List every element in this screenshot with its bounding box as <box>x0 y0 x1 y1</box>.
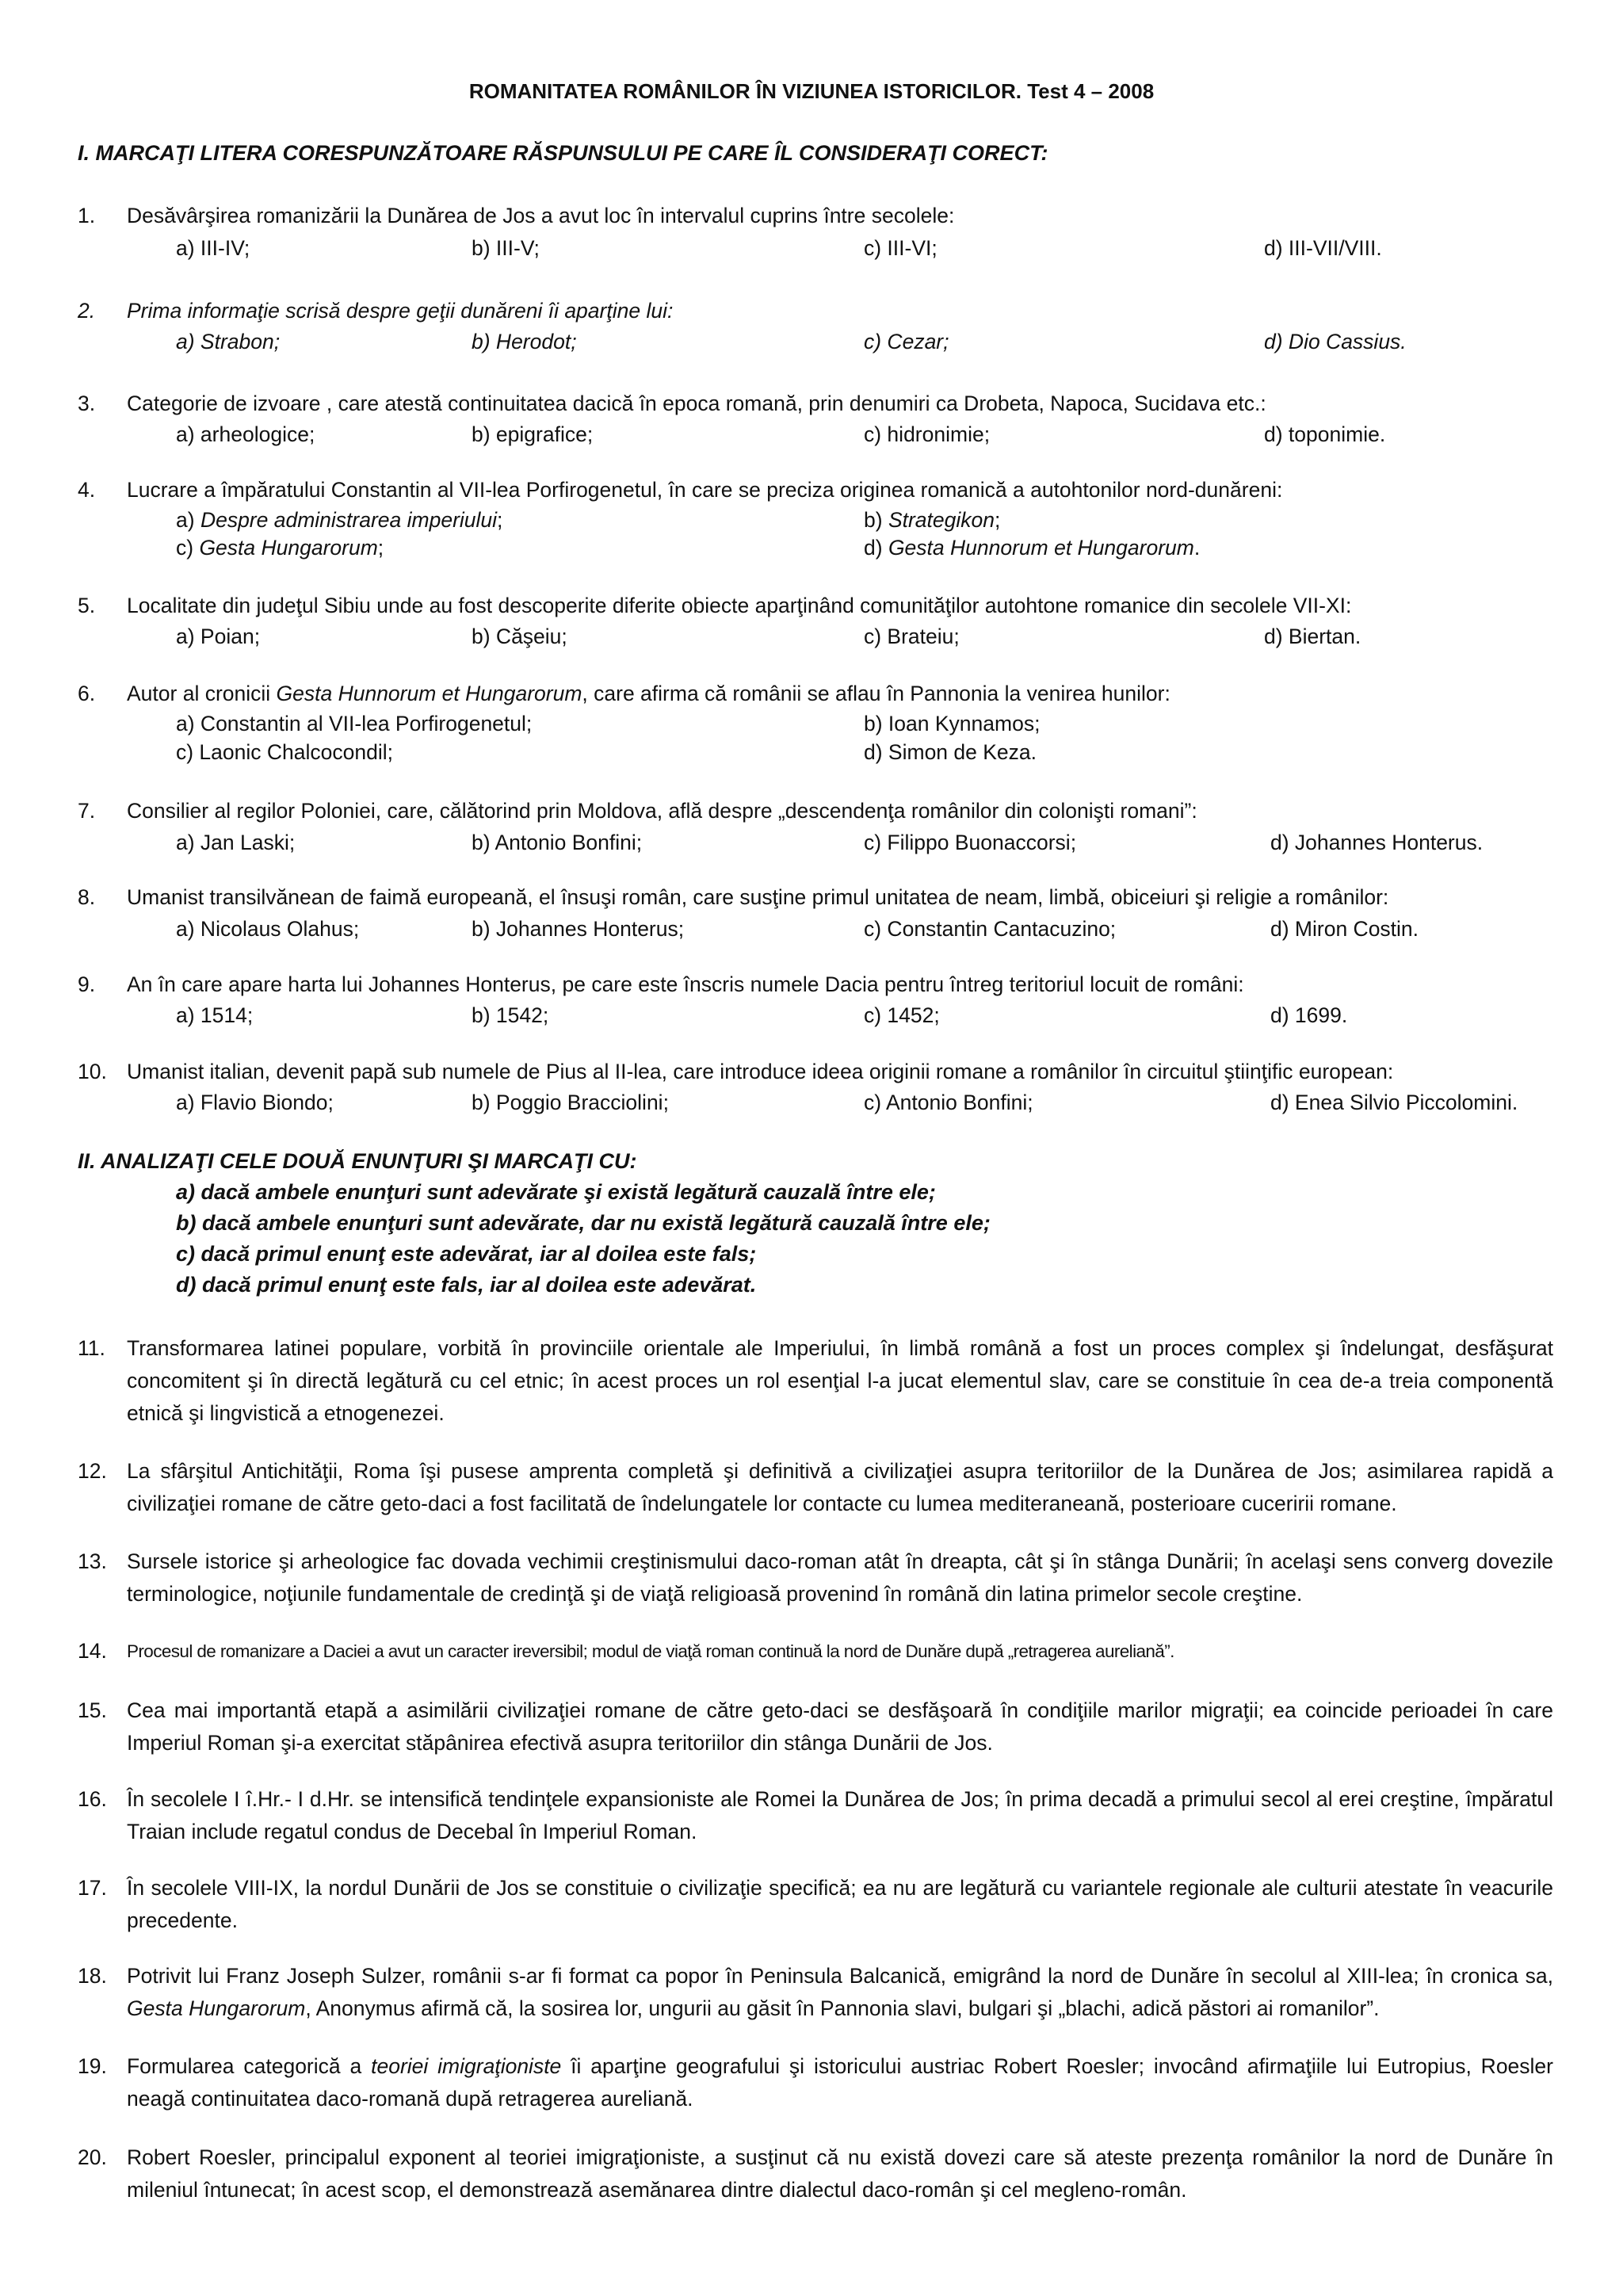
option-b[interactable]: b) Poggio Bracciolini; <box>472 1091 669 1114</box>
option-c[interactable]: c) Filippo Buonaccorsi; <box>864 831 1077 854</box>
question-stem: An în care apare harta lui Johannes Honterus, pe care este înscris numele Dacia pentru întreg teritoriul locuit de români: <box>127 972 1244 996</box>
statement-13[interactable] <box>78 1545 1553 1610</box>
option-c[interactable]: c) Antonio Bonfini; <box>864 1091 1033 1114</box>
option-a[interactable]: a) Flavio Biondo; <box>176 1091 334 1114</box>
statement-20[interactable] <box>78 2141 1553 2206</box>
statement-12[interactable] <box>78 1455 1553 1520</box>
question-number: 3. <box>78 392 96 415</box>
option-a[interactable]: a) Constantin al VII-lea Porfirogenetul; <box>176 712 533 735</box>
option-d[interactable]: d) toponimie. <box>1264 422 1386 446</box>
statement-number: 15. <box>78 1698 107 1722</box>
option-b[interactable]: b) III-V; <box>472 236 540 260</box>
statement-number: 11. <box>78 1336 105 1360</box>
statement-11[interactable] <box>78 1332 1553 1430</box>
option-d[interactable]: d) Johannes Honterus. <box>1270 831 1484 854</box>
option-d[interactable]: d) Miron Costin. <box>1270 917 1419 941</box>
answer-key-b: b) dacă ambele enunţuri sunt adevărate, dar nu există legătură cauzală între ele; <box>176 1211 991 1235</box>
option-d[interactable]: d) Simon de Keza. <box>864 740 1037 764</box>
statement-number: 16. <box>78 1787 107 1811</box>
statement-text: Potrivit lui Franz Joseph Sulzer, românii s-ar fi format ca popor în Peninsula Balcanică, emigrând la nord de Dunăre în secolul al XIII-lea; în cronica sa, Gesta Hungarorum, Anonymus afirmă că, la sosirea lor, ungurii au găsit în Pannonia slavi, bulgari şi „blachi, adică păstori ai romanilor”. <box>127 1964 1553 2020</box>
statement-number: 13. <box>78 1549 107 1573</box>
statement-text: Formularea categorică a teoriei imigraţioniste îi aparţine geografului şi istoricului austriac Robert Roesler; invocând afirmaţiile lui Eutropius, Roesler neagă continuitatea daco-romană după retragerea aureliană. <box>127 2054 1553 2111</box>
question-number: 9. <box>78 972 96 996</box>
statement-text: Transformarea latinei populare, vorbită în provinciile orientale ale Imperiului, în limbă română a fost un proces complex şi îndelungat, desfăşurat concomitent şi în directă legătură cu cel etnic; în acest proces un rol esenţial l-a jucat elementul slav, care se constituie în cea de-a treia componentă etnică şi lingvistică a etnogenezei. <box>127 1336 1553 1425</box>
statement-16[interactable] <box>78 1783 1553 1848</box>
statement-14[interactable] <box>78 1635 1553 1668</box>
page-title: ROMANITATEA ROMÂNILOR ÎN VIZIUNEA ISTORICILOR. Test 4 – 2008 <box>468 79 1155 103</box>
question-stem: Desăvârşirea romanizării la Dunărea de Jos a avut loc în intervalul cuprins între secolele: <box>127 204 955 227</box>
statement-number: 20. <box>78 2145 107 2169</box>
question-number: 4. <box>78 478 96 502</box>
option-c[interactable]: c) Cezar; <box>864 330 949 353</box>
question-number: 2. <box>78 299 96 323</box>
option-a[interactable]: a) Poian; <box>176 625 261 648</box>
question-stem: Localitate din judeţul Sibiu unde au fost descoperite diferite obiecte aparţinând comunităţilor autohtone romanice din secolele VII-XI: <box>127 594 1352 617</box>
statement-text: Robert Roesler, principalul exponent al teoriei imigraţioniste, a susţinut că nu există dovezi care să ateste prezenţa românilor la nord de Dunăre în mileniul întunecat; în acest scop, el demonstrează asemănarea dintre dialectul daco-român şi cel megleno-român. <box>127 2145 1553 2202</box>
option-a[interactable]: a) Despre administrarea imperiului; <box>176 508 503 532</box>
question-stem: Lucrare a împăratului Constantin al VII-lea Porfirogenetul, în care se preciza originea romanică a autohtonilor nord-dunăreni: <box>127 478 1283 502</box>
option-b[interactable]: b) epigrafice; <box>472 422 594 446</box>
option-a[interactable]: a) III-IV; <box>176 236 250 260</box>
question-stem: Umanist transilvănean de faimă europeană, el însuşi român, care susţine primul unitatea de neam, limbă, obiceiuri şi religie a românilor: <box>127 885 1389 909</box>
option-b[interactable]: b) Antonio Bonfini; <box>472 831 643 854</box>
option-c[interactable]: c) Laonic Chalcocondil; <box>176 740 393 764</box>
statement-17[interactable] <box>78 1872 1553 1937</box>
section-2-heading: II. ANALIZAŢI CELE DOUĂ ENUNŢURI ŞI MARCAŢI CU: <box>78 1149 637 1173</box>
option-b[interactable]: b) Strategikon; <box>864 508 1001 532</box>
option-d[interactable]: d) 1699. <box>1270 1003 1348 1027</box>
question-number: 8. <box>78 885 96 909</box>
option-d[interactable]: d) III-VII/VIII. <box>1264 236 1382 260</box>
option-d[interactable]: d) Enea Silvio Piccolomini. <box>1270 1091 1518 1114</box>
question-stem: Consilier al regilor Poloniei, care, călătorind prin Moldova, află despre „descendenţa românilor din colonişti romani”: <box>127 799 1197 823</box>
statement-18[interactable] <box>78 1960 1553 2025</box>
option-a[interactable]: a) arheologice; <box>176 422 315 446</box>
option-c[interactable]: c) III-VI; <box>864 236 938 260</box>
question-stem: Umanist italian, devenit papă sub numele de Pius al II-lea, care introduce ideea originii romane a românilor în circuitul ştiinţific european: <box>127 1060 1394 1083</box>
answer-key-a: a) dacă ambele enunţuri sunt adevărate şi există legătură cauzală între ele; <box>176 1180 936 1204</box>
option-d[interactable]: d) Gesta Hunnorum et Hungarorum. <box>864 536 1201 560</box>
option-d[interactable]: d) Biertan. <box>1264 625 1361 648</box>
question-number: 7. <box>78 799 96 823</box>
option-a[interactable]: a) Jan Laski; <box>176 831 296 854</box>
statement-text: Cea mai importantă etapă a asimilării civilizaţiei romane de către geto-daci se desfăşoară în condiţiile marilor migraţii; ea coincide perioadei în care Imperiul Roman şi-a exercitat stăpânirea efectivă asupra teritoriilor din stânga Dunării de Jos. <box>127 1698 1553 1755</box>
statement-19[interactable] <box>78 2050 1553 2115</box>
option-b[interactable]: b) 1542; <box>472 1003 549 1027</box>
option-b[interactable]: b) Căşeiu; <box>472 625 567 648</box>
option-a[interactable]: a) Nicolaus Olahus; <box>176 917 360 941</box>
option-b[interactable]: b) Herodot; <box>472 330 577 353</box>
statement-text: Procesul de romanizare a Daciei a avut un caracter ireversibil; modul de viaţă roman continuă la nord de Dunăre după „retragerea aureliană”. <box>127 1641 1174 1661</box>
statement-text: Sursele istorice şi arheologice fac dovada vechimii creştinismului daco-roman atât în dreapta, cât şi în stânga Dunării; în acelaşi sens converg dovezile terminologice, noţiunile fundamentale de credinţă şi de viaţă religioasă provenind în română din latina primelor secole creştine. <box>127 1549 1553 1606</box>
statement-number: 17. <box>78 1876 107 1900</box>
answer-key-c: c) dacă primul enunţ este adevărat, iar al doilea este fals; <box>176 1242 757 1266</box>
answer-key-d: d) dacă primul enunţ este fals, iar al doilea este adevărat. <box>176 1273 757 1297</box>
question-number: 1. <box>78 204 96 227</box>
statement-number: 14. <box>78 1639 107 1663</box>
question-stem: Autor al cronicii Gesta Hunnorum et Hungarorum, care afirma că românii se aflau în Pannonia la venirea hunilor: <box>127 682 1170 705</box>
option-c[interactable]: c) hidronimie; <box>864 422 991 446</box>
question-number: 6. <box>78 682 96 705</box>
question-number: 5. <box>78 594 96 617</box>
statement-number: 19. <box>78 2054 107 2078</box>
section-1-heading: I. MARCAŢI LITERA CORESPUNZĂTOARE RĂSPUNSULUI PE CARE ÎL CONSIDERAŢI CORECT: <box>78 141 1048 165</box>
option-c[interactable]: c) Brateiu; <box>864 625 960 648</box>
option-a[interactable]: a) Strabon; <box>176 330 281 353</box>
option-c[interactable]: c) Constantin Cantacuzino; <box>864 917 1117 941</box>
question-number: 10. <box>78 1060 107 1083</box>
statement-number: 12. <box>78 1459 107 1483</box>
option-c[interactable]: c) Gesta Hungarorum; <box>176 536 384 560</box>
question-stem: Categorie de izvoare , care atestă continuitatea dacică în epoca romană, prin denumiri ca Drobeta, Napoca, Sucidava etc.: <box>127 392 1266 415</box>
option-a[interactable]: a) 1514; <box>176 1003 254 1027</box>
statement-text: În secolele VIII-IX, la nordul Dunării de Jos se constituie o civilizaţie specifică; ea nu are legătură cu variantele regionale ale culturii atestate în veacurile precedente. <box>127 1876 1553 1932</box>
statement-number: 18. <box>78 1964 107 1988</box>
statement-15[interactable] <box>78 1694 1553 1759</box>
option-b[interactable]: b) Johannes Honterus; <box>472 917 685 941</box>
question-stem: Prima informaţie scrisă despre geţii dunăreni îi aparţine lui: <box>127 299 674 323</box>
option-b[interactable]: b) Ioan Kynnamos; <box>864 712 1041 735</box>
option-c[interactable]: c) 1452; <box>864 1003 940 1027</box>
statement-text: În secolele I î.Hr.- I d.Hr. se intensifică tendinţele expansioniste ale Romei la Dunărea de Jos; în prima decadă a primului secol al erei creştine, împăratul Traian include regatul condus de Decebal în Imperiul Roman. <box>127 1787 1553 1843</box>
statement-text: La sfârşitul Antichităţii, Roma îşi pusese amprenta completă şi definitivă a civilizaţiei asupra teritoriilor de la Dunărea de Jos; asimilarea rapidă a civilizaţiei romane de către geto-daci a fost facilitată de îndelungatele lor contacte cu lumea mediteraneană, posterioare cuceririi romane. <box>127 1459 1553 1515</box>
option-d[interactable]: d) Dio Cassius. <box>1264 330 1407 353</box>
